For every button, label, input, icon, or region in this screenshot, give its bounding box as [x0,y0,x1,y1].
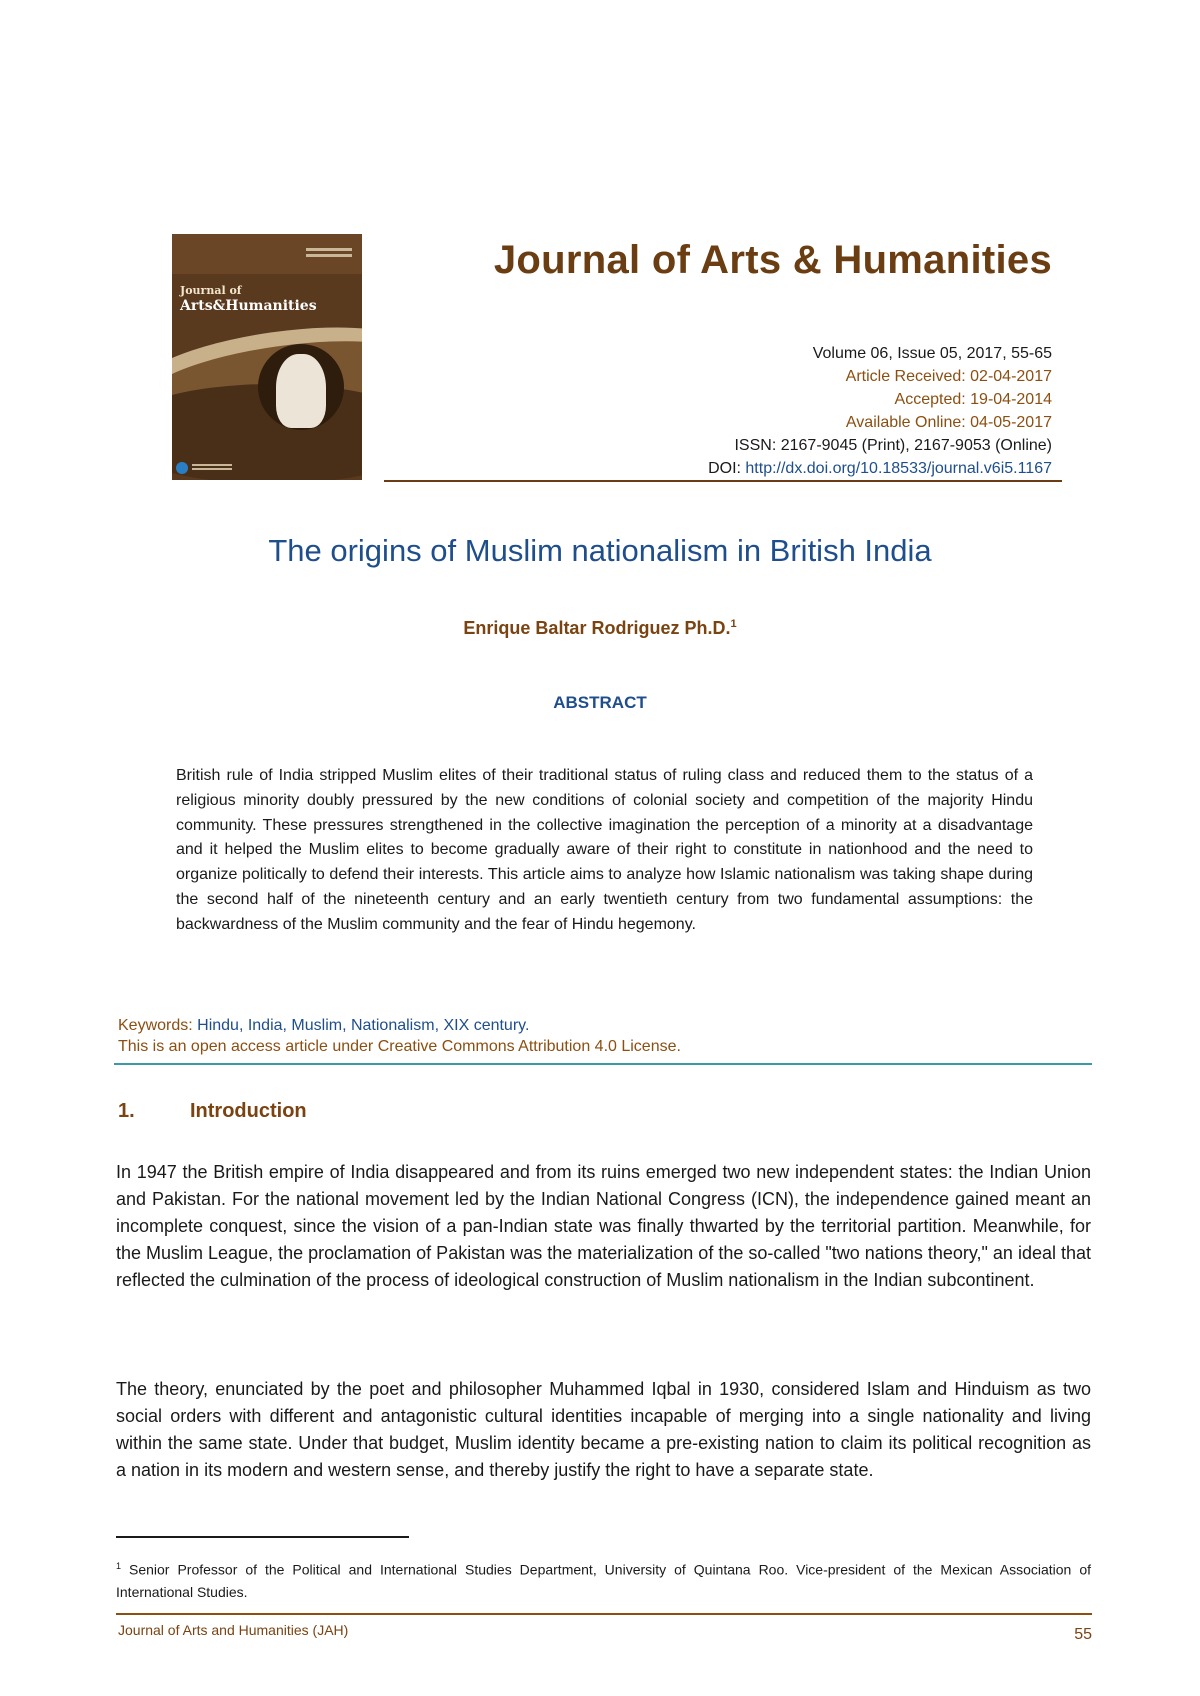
doi-label: DOI: [708,460,746,477]
author-name [100,618,1100,639]
volume-info: Volume 06, Issue 05, 2017, 55-65 [812,345,1052,362]
license-statement: This is an open access article under Creative Commons Attribution 4.0 License. [118,1038,681,1055]
online-date [846,411,1052,434]
cover-issn-lines [306,248,352,251]
doi-info [708,457,1052,480]
footer-journal-name: Journal of Arts and Humanities (JAH) [118,1622,349,1638]
body-paragraph: In 1947 the British empire of India disappeared and from its ruins emerged two new independent states: the Indian Union and Pakistan. For the national movement led by the Indian National Congress (ICN), the independence gained meant an incomplete conquest, since the vision of a pan-Indian state was finally thwarted by the territorial partition. Meanwhile, for the Muslim League, the proclamation of Pakistan was the materialization of the so-called "two nations theory," an ideal that reflected the culmination of the process of ideological construction of Muslim nationalism in the Indian subcontinent. [116,1162,1091,1290]
accepted-date [895,388,1052,411]
abstract-heading: ABSTRACT [553,693,647,712]
received-label: Article Received: [845,368,971,385]
footnote-text: Senior Professor of the Political and International Studies Department, University of Quintana Roo. Vice-president of the Mexican Association of International Studies. [116,1561,1091,1600]
section-number: 1. [118,1100,135,1122]
cover-title-line2: Arts&Humanities [180,298,317,314]
keywords-list: Hindu, India, Muslim, Nationalism, XIX century. [197,1017,530,1034]
received-date [846,365,1052,388]
abstract-divider [114,1063,1092,1065]
doi-link[interactable]: http://dx.doi.org/10.18533/journal.v6i5.1167 [745,460,1052,477]
received-value: 02-04-2017 [970,368,1052,385]
online-value: 04-05-2017 [970,414,1052,431]
accepted-label: Accepted: [894,391,971,408]
cover-top-band [172,234,362,274]
issn-info: ISSN: 2167-9045 (Print), 2167-9053 (Online) [734,437,1052,454]
header-divider [384,480,1062,482]
keywords-label: Keywords: [118,1017,198,1034]
abstract-text: British rule of India stripped Muslim elites of their traditional status of ruling class and reduced them to the status of a religious minority doubly pressured by the new conditions of colonial society and competition of the majority Hindu community. These pressures strengthened in the collective imagination the perception of a minority at a disadvantage and it helped the Muslim elites to become gradually aware of their right to constitute in nationhood and the need to organize politically to defend their interests. This article aims to analyze how Islamic nationalism was taking shape during the second half of the nineteenth century and an early twentieth century from two fundamental assumptions: the backwardness of the Muslim community and the fear of Hindu hegemony. [176,767,1033,933]
footer-divider [116,1613,1092,1615]
cover-publisher-text [192,464,232,466]
cover-bust-sculpture [276,354,326,428]
section-title: Introduction [190,1100,307,1122]
accepted-value: 19-04-2014 [970,391,1052,408]
section-heading [118,1100,307,1123]
journal-cover-image [172,234,362,480]
cover-title-line1: Journal of [180,284,242,297]
online-label: Available Online: [845,414,971,431]
footnote-marker: 1 [116,1561,122,1571]
page-number: 55 [1074,1626,1092,1643]
article-title: The origins of Muslim nationalism in British India [268,533,932,568]
footnote [116,1555,1091,1603]
author-text: Enrique Baltar Rodriguez Ph.D. [463,618,731,638]
author-footnote-marker[interactable]: 1 [730,618,737,630]
footnote-separator [116,1536,409,1538]
cover-publisher-logo-icon [176,462,188,474]
keywords-line [118,1014,529,1038]
journal-name: Journal of Arts & Humanities [493,238,1052,282]
body-paragraph: The theory, enunciated by the poet and philosopher Muhammed Iqbal in 1930, considered Islam and Hinduism as two social orders with different and antagonistic cultural identities incapable of merging into a single nationality and living within the same state. Under that budget, Muslim identity became a pre-existing nation to claim its political recognition as a nation in its modern and western sense, and thereby justify the right to have a separate state. [116,1379,1091,1480]
